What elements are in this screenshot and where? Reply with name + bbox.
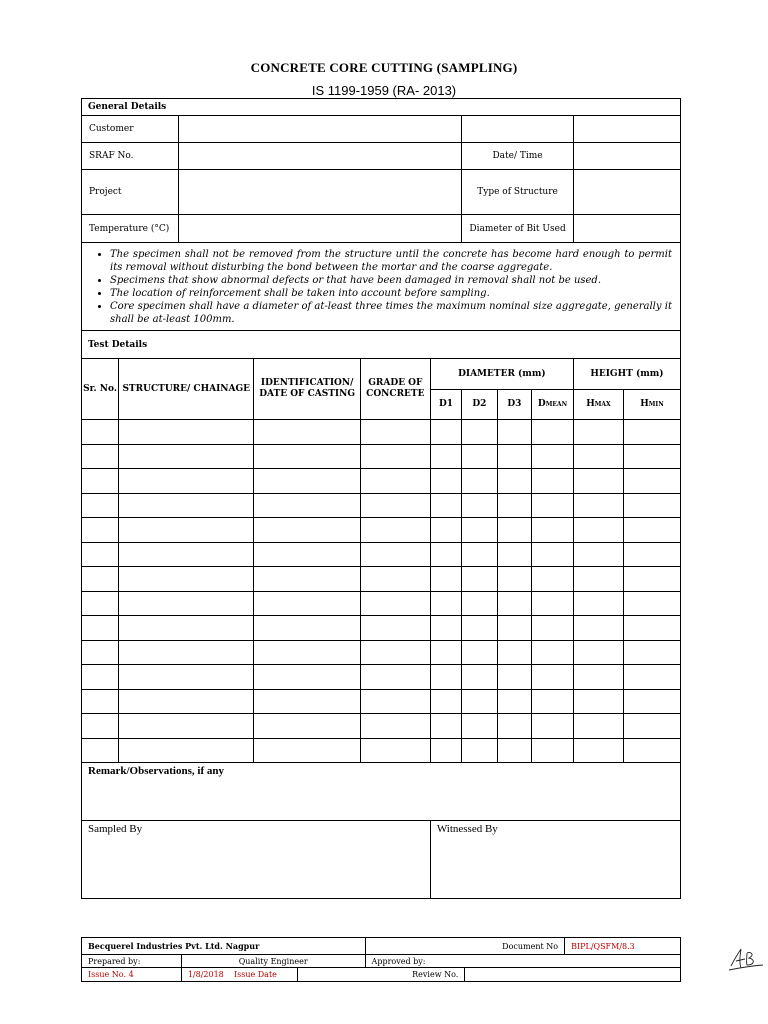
d-mean-symbol: D bbox=[537, 399, 546, 409]
d3-cell[interactable] bbox=[497, 493, 532, 518]
table-row bbox=[82, 518, 681, 543]
d1-cell[interactable] bbox=[430, 665, 461, 690]
type-of-structure-field[interactable] bbox=[573, 170, 680, 215]
h-min-cell[interactable] bbox=[623, 469, 680, 494]
h-min-cell[interactable] bbox=[623, 518, 680, 543]
d3-cell[interactable] bbox=[497, 738, 532, 763]
structure-cell[interactable] bbox=[119, 714, 254, 739]
d3-cell[interactable] bbox=[497, 665, 532, 690]
d1-cell[interactable] bbox=[430, 542, 461, 567]
identification-cell[interactable] bbox=[254, 665, 360, 690]
d1-cell[interactable] bbox=[430, 616, 461, 641]
d2-cell[interactable] bbox=[462, 567, 497, 592]
grade-cell[interactable] bbox=[360, 567, 430, 592]
h-min-cell[interactable] bbox=[623, 689, 680, 714]
sr-no-cell[interactable] bbox=[82, 420, 119, 445]
d2-cell[interactable] bbox=[462, 689, 497, 714]
identification-cell[interactable] bbox=[254, 444, 360, 469]
diameter-of-bit-label: Diameter of Bit Used bbox=[462, 215, 574, 243]
sr-no-cell[interactable] bbox=[82, 689, 119, 714]
identification-cell[interactable] bbox=[254, 640, 360, 665]
d-mean-cell[interactable] bbox=[532, 640, 574, 665]
d2-cell[interactable] bbox=[462, 518, 497, 543]
d2-cell[interactable] bbox=[462, 616, 497, 641]
table-row bbox=[82, 616, 681, 641]
structure-cell[interactable] bbox=[119, 738, 254, 763]
d-mean-cell[interactable] bbox=[532, 420, 574, 445]
h-min-cell[interactable] bbox=[623, 640, 680, 665]
table-row bbox=[82, 714, 681, 739]
table-row bbox=[82, 665, 681, 690]
sr-no-cell[interactable] bbox=[82, 738, 119, 763]
grade-cell[interactable] bbox=[360, 714, 430, 739]
sr-no-cell[interactable] bbox=[82, 518, 119, 543]
sampled-by-box[interactable] bbox=[82, 821, 431, 899]
table-row bbox=[82, 469, 681, 494]
table-row bbox=[82, 738, 681, 763]
d2-cell[interactable] bbox=[462, 714, 497, 739]
h-min-subscript: MIN bbox=[648, 401, 664, 408]
d3-cell[interactable] bbox=[497, 689, 532, 714]
col-d3: D3 bbox=[497, 390, 532, 420]
general-details-heading: General Details bbox=[82, 99, 681, 116]
d3-cell[interactable] bbox=[497, 469, 532, 494]
d1-cell[interactable] bbox=[430, 444, 461, 469]
grade-cell[interactable] bbox=[360, 469, 430, 494]
d-mean-cell[interactable] bbox=[532, 493, 574, 518]
h-min-cell[interactable] bbox=[623, 567, 680, 592]
identification-cell[interactable] bbox=[254, 493, 360, 518]
identification-cell[interactable] bbox=[254, 591, 360, 616]
test-data-rows bbox=[82, 420, 681, 763]
table-row bbox=[82, 444, 681, 469]
footer-issue-date bbox=[181, 968, 297, 982]
structure-cell[interactable] bbox=[119, 493, 254, 518]
grade-cell[interactable] bbox=[360, 542, 430, 567]
d2-cell[interactable] bbox=[462, 738, 497, 763]
issue-date-label: Issue Date bbox=[233, 970, 277, 979]
col-sr-no: Sr. No. bbox=[82, 359, 119, 420]
grade-cell[interactable] bbox=[360, 591, 430, 616]
test-details-heading: Test Details bbox=[82, 331, 681, 359]
grade-cell[interactable] bbox=[360, 616, 430, 641]
d1-cell[interactable] bbox=[430, 640, 461, 665]
note-item: • The location of reinforcement shall be taken into account before sampling. bbox=[110, 287, 672, 300]
d1-cell[interactable] bbox=[430, 591, 461, 616]
d-mean-cell[interactable] bbox=[532, 518, 574, 543]
grade-cell[interactable] bbox=[360, 518, 430, 543]
col-h-max bbox=[573, 390, 623, 420]
structure-cell[interactable] bbox=[119, 469, 254, 494]
d-mean-cell[interactable] bbox=[532, 665, 574, 690]
d3-cell[interactable] bbox=[497, 518, 532, 543]
instructions-notes bbox=[82, 243, 681, 331]
col-d-mean bbox=[532, 390, 574, 420]
temperature-label: Temperature (°C) bbox=[82, 215, 179, 243]
d-mean-cell[interactable] bbox=[532, 616, 574, 641]
h-max-cell[interactable] bbox=[573, 444, 623, 469]
d-mean-cell[interactable] bbox=[532, 542, 574, 567]
document-footer bbox=[81, 937, 681, 982]
note-item: • The specimen shall not be removed from the structure until the concrete has become hard enough to permit its removal without disturbing the bond between the mortar and the coarse aggregate. bbox=[110, 248, 672, 274]
sr-no-cell[interactable] bbox=[82, 444, 119, 469]
structure-cell[interactable] bbox=[119, 640, 254, 665]
h-max-cell[interactable] bbox=[573, 542, 623, 567]
grade-cell[interactable] bbox=[360, 689, 430, 714]
sraf-no-field[interactable] bbox=[178, 143, 462, 170]
note-item: • Core specimen shall have a diameter of at-least three times the maximum nominal size aggregate, generally it shall be at-least 100mm. bbox=[110, 300, 672, 326]
table-row bbox=[82, 420, 681, 445]
d-mean-cell[interactable] bbox=[532, 591, 574, 616]
d1-cell[interactable] bbox=[430, 738, 461, 763]
date-time-field[interactable] bbox=[573, 143, 680, 170]
form-title: CONCRETE CORE CUTTING (SAMPLING) bbox=[250, 60, 518, 75]
sr-no-cell[interactable] bbox=[82, 640, 119, 665]
structure-cell[interactable] bbox=[119, 665, 254, 690]
project-field[interactable] bbox=[178, 170, 462, 215]
structure-cell[interactable] bbox=[119, 616, 254, 641]
identification-cell[interactable] bbox=[254, 738, 360, 763]
remarks-box[interactable] bbox=[82, 763, 681, 821]
witnessed-by-box[interactable] bbox=[430, 821, 680, 899]
d2-cell[interactable] bbox=[462, 542, 497, 567]
issue-date-value: 1/8/2018 bbox=[187, 970, 224, 979]
d1-cell[interactable] bbox=[430, 493, 461, 518]
d-mean-cell[interactable] bbox=[532, 444, 574, 469]
grade-cell[interactable] bbox=[360, 665, 430, 690]
table-row bbox=[82, 542, 681, 567]
d3-cell[interactable] bbox=[497, 444, 532, 469]
d-mean-subscript: MEAN bbox=[545, 401, 568, 408]
d-mean-cell[interactable] bbox=[532, 714, 574, 739]
h-max-cell[interactable] bbox=[573, 689, 623, 714]
structure-cell[interactable] bbox=[119, 444, 254, 469]
h-min-cell[interactable] bbox=[623, 493, 680, 518]
h-min-cell[interactable] bbox=[623, 616, 680, 641]
type-of-structure-label: Type of Structure bbox=[462, 170, 574, 215]
form-table bbox=[81, 98, 681, 899]
table-row bbox=[82, 640, 681, 665]
grade-cell[interactable] bbox=[360, 444, 430, 469]
table-row bbox=[82, 591, 681, 616]
d1-cell[interactable] bbox=[430, 469, 461, 494]
sr-no-cell[interactable] bbox=[82, 567, 119, 592]
table-row bbox=[82, 493, 681, 518]
footer-review-no-field bbox=[465, 968, 681, 982]
d3-cell[interactable] bbox=[497, 616, 532, 641]
sraf-no-label: SRAF No. bbox=[82, 143, 179, 170]
col-d1: D1 bbox=[430, 390, 461, 420]
footer-quality-engineer: Quality Engineer bbox=[181, 955, 365, 968]
h-max-cell[interactable] bbox=[573, 518, 623, 543]
col-h-min bbox=[623, 390, 680, 420]
sr-no-cell[interactable] bbox=[82, 469, 119, 494]
h-min-cell[interactable] bbox=[623, 591, 680, 616]
d2-cell[interactable] bbox=[462, 444, 497, 469]
h-min-symbol: H bbox=[640, 399, 649, 409]
witnessed-by-label: Witnessed By bbox=[436, 823, 498, 835]
structure-cell[interactable] bbox=[119, 689, 254, 714]
h-min-cell[interactable] bbox=[623, 665, 680, 690]
sr-no-cell[interactable] bbox=[82, 542, 119, 567]
structure-cell[interactable] bbox=[119, 591, 254, 616]
d3-cell[interactable] bbox=[497, 542, 532, 567]
d2-cell[interactable] bbox=[462, 640, 497, 665]
col-structure: STRUCTURE/ CHAINAGE bbox=[119, 359, 254, 420]
d-mean-cell[interactable] bbox=[532, 689, 574, 714]
footer-review-no: Review No. bbox=[297, 968, 465, 982]
d3-cell[interactable] bbox=[497, 714, 532, 739]
col-identification: IDENTIFICATION/ DATE OF CASTING bbox=[254, 359, 360, 420]
structure-cell[interactable] bbox=[119, 542, 254, 567]
h-max-cell[interactable] bbox=[573, 665, 623, 690]
footer-issue-no: Issue No. 4 bbox=[82, 968, 182, 982]
sr-no-cell[interactable] bbox=[82, 616, 119, 641]
grade-cell[interactable] bbox=[360, 420, 430, 445]
remarks-label: Remark/Observations, if any bbox=[88, 765, 224, 777]
col-diameter: DIAMETER (mm) bbox=[430, 359, 573, 390]
h-max-cell[interactable] bbox=[573, 738, 623, 763]
structure-cell[interactable] bbox=[119, 567, 254, 592]
grade-cell[interactable] bbox=[360, 493, 430, 518]
sr-no-cell[interactable] bbox=[82, 714, 119, 739]
structure-cell[interactable] bbox=[119, 420, 254, 445]
notes-list bbox=[88, 248, 672, 326]
d2-cell[interactable] bbox=[462, 469, 497, 494]
d2-cell[interactable] bbox=[462, 665, 497, 690]
h-max-cell[interactable] bbox=[573, 420, 623, 445]
col-height: HEIGHT (mm) bbox=[573, 359, 680, 390]
note-item: • Specimens that show abnormal defects or that have been damaged in removal shall not be used. bbox=[110, 274, 672, 287]
table-row bbox=[82, 567, 681, 592]
customer-extra-field[interactable] bbox=[462, 116, 574, 143]
footer-company: Becquerel Industries Pvt. Ltd. Nagpur bbox=[82, 938, 366, 955]
customer-label: Customer bbox=[82, 116, 179, 143]
h-min-cell[interactable] bbox=[623, 738, 680, 763]
h-max-cell[interactable] bbox=[573, 714, 623, 739]
sampled-by-label: Sampled By bbox=[88, 823, 143, 835]
d1-cell[interactable] bbox=[430, 567, 461, 592]
col-d2: D2 bbox=[462, 390, 497, 420]
identification-cell[interactable] bbox=[254, 420, 360, 445]
customer-extra-field-2[interactable] bbox=[573, 116, 680, 143]
d3-cell[interactable] bbox=[497, 420, 532, 445]
identification-cell[interactable] bbox=[254, 542, 360, 567]
d1-cell[interactable] bbox=[430, 420, 461, 445]
table-row bbox=[82, 689, 681, 714]
identification-cell[interactable] bbox=[254, 689, 360, 714]
h-min-cell[interactable] bbox=[623, 444, 680, 469]
h-max-cell[interactable] bbox=[573, 616, 623, 641]
h-max-cell[interactable] bbox=[573, 591, 623, 616]
d3-cell[interactable] bbox=[497, 591, 532, 616]
sr-no-cell[interactable] bbox=[82, 591, 119, 616]
d-mean-cell[interactable] bbox=[532, 567, 574, 592]
h-min-cell[interactable] bbox=[623, 542, 680, 567]
d-mean-cell[interactable] bbox=[532, 738, 574, 763]
footer-document-no-label: Document No bbox=[365, 938, 565, 955]
grade-cell[interactable] bbox=[360, 738, 430, 763]
d1-cell[interactable] bbox=[430, 714, 461, 739]
d2-cell[interactable] bbox=[462, 420, 497, 445]
col-grade: GRADE OF CONCRETE bbox=[360, 359, 430, 420]
date-time-label: Date/ Time bbox=[462, 143, 574, 170]
structure-cell[interactable] bbox=[119, 518, 254, 543]
h-max-symbol: H bbox=[586, 399, 595, 409]
d1-cell[interactable] bbox=[430, 518, 461, 543]
footer-document-no: BIPL/QSFM/8.3 bbox=[565, 938, 681, 955]
h-min-cell[interactable] bbox=[623, 420, 680, 445]
d-mean-cell[interactable] bbox=[532, 469, 574, 494]
h-max-subscript: MAX bbox=[594, 401, 611, 408]
d1-cell[interactable] bbox=[430, 689, 461, 714]
form-standard: IS 1199-1959 (RA- 2013) bbox=[311, 83, 457, 98]
d3-cell[interactable] bbox=[497, 567, 532, 592]
d2-cell[interactable] bbox=[462, 493, 497, 518]
identification-cell[interactable] bbox=[254, 518, 360, 543]
identification-cell[interactable] bbox=[254, 567, 360, 592]
h-max-cell[interactable] bbox=[573, 567, 623, 592]
identification-cell[interactable] bbox=[254, 714, 360, 739]
h-max-cell[interactable] bbox=[573, 640, 623, 665]
identification-cell[interactable] bbox=[254, 469, 360, 494]
h-max-cell[interactable] bbox=[573, 493, 623, 518]
diameter-of-bit-field[interactable] bbox=[573, 215, 680, 243]
identification-cell[interactable] bbox=[254, 616, 360, 641]
project-label: Project bbox=[82, 170, 179, 215]
footer-prepared-by: Prepared by: bbox=[82, 955, 182, 968]
footer-approved-by: Approved by: bbox=[365, 955, 680, 968]
grade-cell[interactable] bbox=[360, 640, 430, 665]
d3-cell[interactable] bbox=[497, 640, 532, 665]
h-min-cell[interactable] bbox=[623, 714, 680, 739]
handwritten-signature bbox=[725, 944, 765, 974]
d2-cell[interactable] bbox=[462, 591, 497, 616]
temperature-field[interactable] bbox=[178, 215, 462, 243]
sr-no-cell[interactable] bbox=[82, 493, 119, 518]
h-max-cell[interactable] bbox=[573, 469, 623, 494]
sr-no-cell[interactable] bbox=[82, 665, 119, 690]
customer-field[interactable] bbox=[178, 116, 462, 143]
